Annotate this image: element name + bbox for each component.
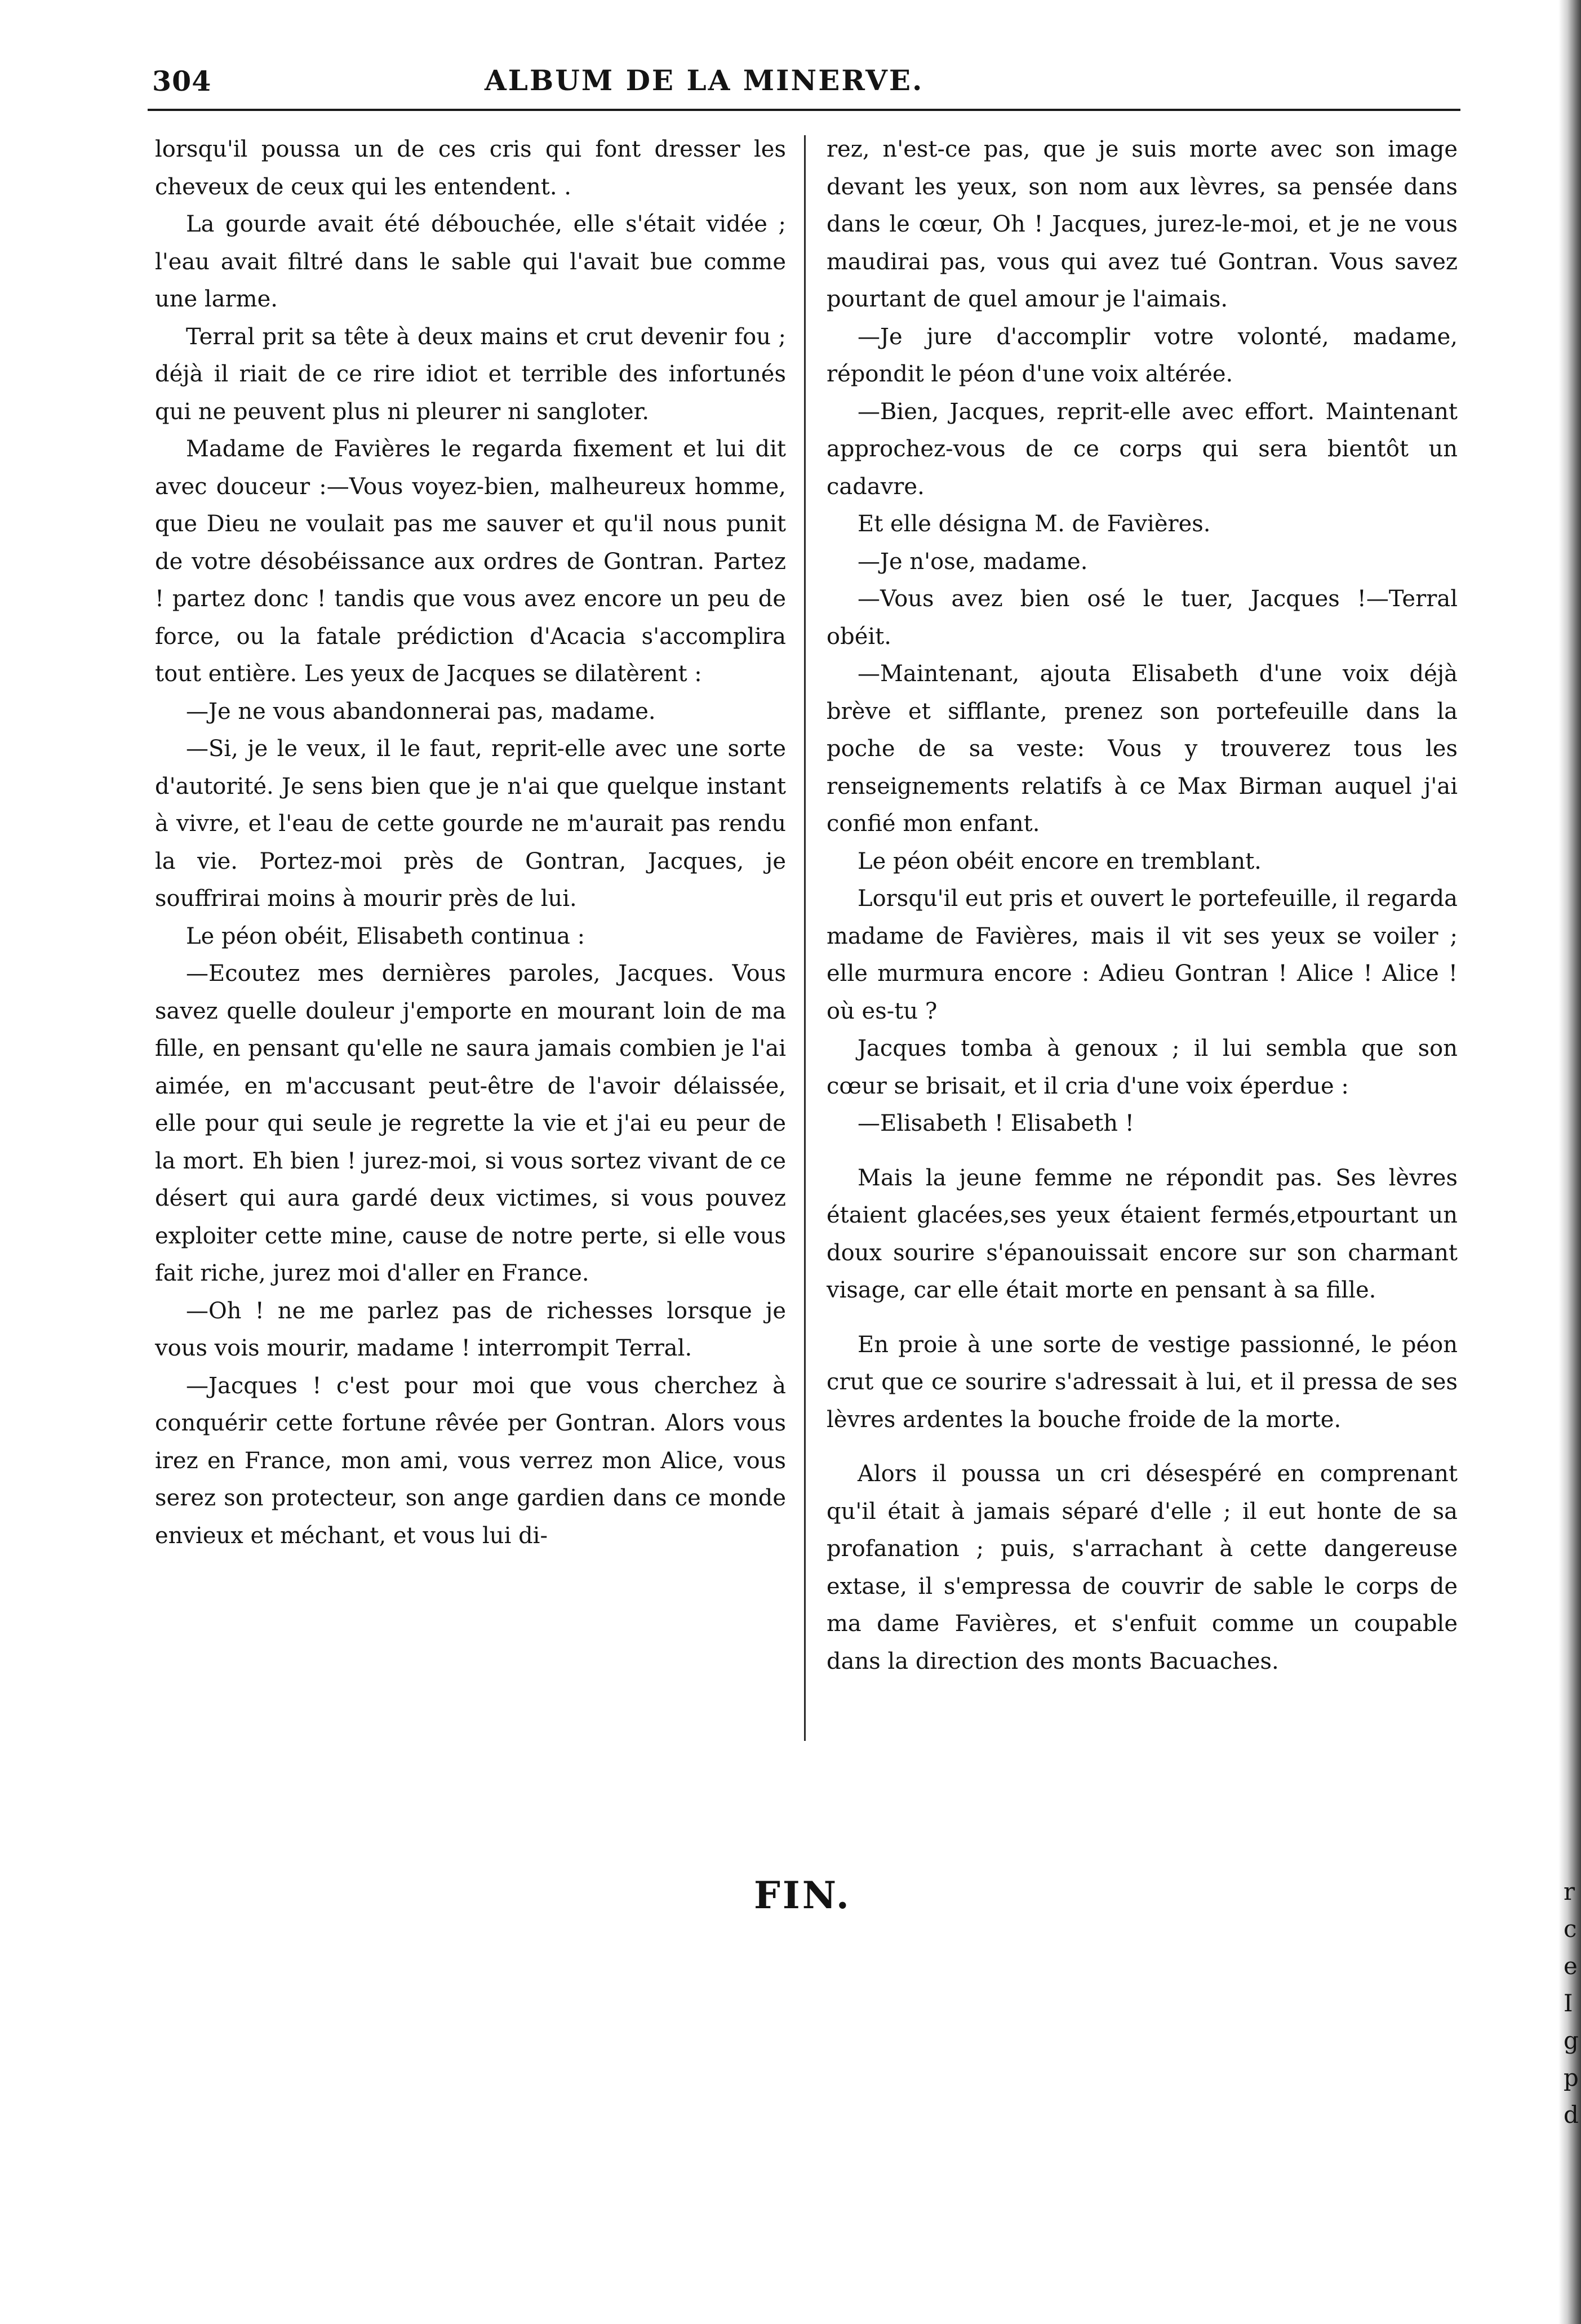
paragraph: Le péon obéit encore en tremblant. bbox=[858, 848, 1262, 874]
paragraph: Et elle désigna M. de Favières. bbox=[858, 511, 1211, 537]
paragraph: —Ecoutez mes dernières paroles, Jacques. Vous savez quelle douleur j'emporte en mourant loin de ma fille, en pensant qu'elle ne saura jamais combien je l'ai aimée, en m'accusant peut-être de l'avoir délaissée, elle pour qui seule je regrette la vie et j'ai eu peur de la mort. Eh bien ! jurez-moi, si vous sortez vivant de ce désert qui aura gardé deux victimes, si vous pouvez exploiter cette mine, cause de notre perte, si elle vous fait riche, jurez moi d'aller en France. bbox=[155, 961, 786, 1286]
paragraph: Lorsqu'il eut pris et ouvert le portefeuille, il regarda madame de Favières, mais il vit ses yeux se voiler ; elle murmura encore : Adieu Gontran ! Alice ! Alice ! où es-tu ? bbox=[827, 886, 1458, 1024]
adjacent-page-letters bbox=[1564, 1873, 1579, 2134]
paragraph: —Oh ! ne me parlez pas de richesses lorsque je vous vois mourir, madame ! interrompit Terral. bbox=[155, 1297, 786, 1361]
left-column bbox=[155, 131, 786, 1554]
paragraph: En proie à une sorte de vestige passionné, le péon crut que ce sourire s'adressait à lui, et il pressa de ses lèvres ardentes la bouche froide de la morte. bbox=[827, 1331, 1458, 1433]
paragraph: —Je jure d'accomplir votre volonté, madame, répondit le péon d'une voix altérée. bbox=[827, 323, 1458, 387]
paragraph: Madame de Favières le regarda fixement et lui dit avec douceur :—Vous voyez-bien, malheureux homme, que Dieu ne voulait pas me sauver et qu'il nous punit de votre désobéissance aux ordres de Gontran. Partez ! partez donc ! tandis que vous avez encore un peu de force, ou la fatale prédiction d'Acacia s'accomplira tout entière. Les yeux de Jacques se dilatèrent : bbox=[155, 436, 786, 687]
paragraph: Jacques tomba à genoux ; il lui sembla que son cœur se brisait, et il cria d'une voix éperdue : bbox=[827, 1036, 1458, 1099]
edge-letter: e bbox=[1564, 1952, 1578, 1980]
right-column bbox=[827, 131, 1458, 1680]
edge-letter: d bbox=[1564, 2101, 1579, 2129]
paragraph: —Maintenant, ajouta Elisabeth d'une voix déjà brève et sifflante, prenez son portefeuille dans la poche de sa veste: Vous y trouverez tous les renseignements relatifs à ce Max Birman auquel j'ai confié mon enfant. bbox=[827, 661, 1458, 837]
edge-letter: p bbox=[1564, 2064, 1579, 2091]
column-divider bbox=[804, 135, 806, 1741]
paragraph: —Vous avez bien osé le tuer, Jacques !—Terral obéit. bbox=[827, 586, 1458, 650]
paragraph: La gourde avait été débouchée, elle s'était vidée ; l'eau avait filtré dans le sable qui l'avait bue comme une larme. bbox=[155, 211, 786, 312]
paragraph: —Je ne vous abandonnerai pas, madame. bbox=[186, 698, 656, 725]
edge-letter: r bbox=[1564, 1878, 1575, 1905]
paragraph: —Jacques ! c'est pour moi que vous cherchez à conquérir cette fortune rêvée per Gontran. Alors vous irez en France, mon ami, vous verrez mon Alice, vous serez son protecteur, son ange gardien dans ce monde envieux et méchant, et vous lui di- bbox=[155, 1372, 786, 1549]
paragraph: —Elisabeth ! Elisabeth ! bbox=[858, 1110, 1134, 1136]
paragraph: Terral prit sa tête à deux mains et crut devenir fou ; déjà il riait de ce rire idiot et terrible des infortunés qui ne peuvent plus ni pleurer ni sangloter. bbox=[155, 323, 786, 425]
closing-fin: FIN. bbox=[754, 1873, 851, 1917]
paragraph: Le péon obéit, Elisabeth continua : bbox=[186, 923, 585, 949]
running-title: ALBUM DE LA MINERVE. bbox=[485, 64, 924, 97]
edge-letter: c bbox=[1564, 1915, 1577, 1943]
paragraph: Mais la jeune femme ne répondit pas. Ses lèvres étaient glacées,ses yeux étaient fermés,etpourtant un doux sourire s'épanouissait encore sur son charmant visage, car elle était morte en pensant à sa fille. bbox=[827, 1165, 1458, 1303]
paragraph: —Si, je le veux, il le faut, reprit-elle avec une sorte d'autorité. Je sens bien que je n'ai que quelque instant à vivre, et l'eau de cette gourde ne m'aurait pas rendu la vie. Portez-moi près de Gontran, Jacques, je souffrirai moins à mourir près de lui. bbox=[155, 736, 786, 912]
paragraph: —Bien, Jacques, reprit-elle avec effort. Maintenant approchez-vous de ce corps qui sera bientôt un cadavre. bbox=[827, 398, 1458, 500]
paragraph: Alors il poussa un cri désespéré en comprenant qu'il était à jamais séparé d'elle ; il eut honte de sa profanation ; puis, s'arrachant à cette dangereuse extase, il s'empressa de couvrir de sable le corps de ma dame Favières, et s'enfuit comme un coupable dans la direction des monts Bacuaches. bbox=[827, 1461, 1458, 1674]
paragraph: rez, n'est-ce pas, que je suis morte avec son image devant les yeux, son nom aux lèvres, sa pensée dans dans le cœur, Oh ! Jacques, jurez-le-moi, et je ne vous maudirai pas, vous qui avez tué Gontran. Vous savez pourtant de quel amour je l'aimais. bbox=[827, 136, 1458, 312]
page-number: 304 bbox=[152, 65, 212, 97]
edge-letter: I bbox=[1564, 1989, 1573, 2017]
header-rule bbox=[148, 109, 1460, 111]
paragraph: —Je n'ose, madame. bbox=[858, 548, 1088, 575]
edge-letter: g bbox=[1564, 2027, 1579, 2054]
paragraph: lorsqu'il poussa un de ces cris qui font dresser les cheveux de ceux qui les entendent. . bbox=[155, 136, 786, 200]
